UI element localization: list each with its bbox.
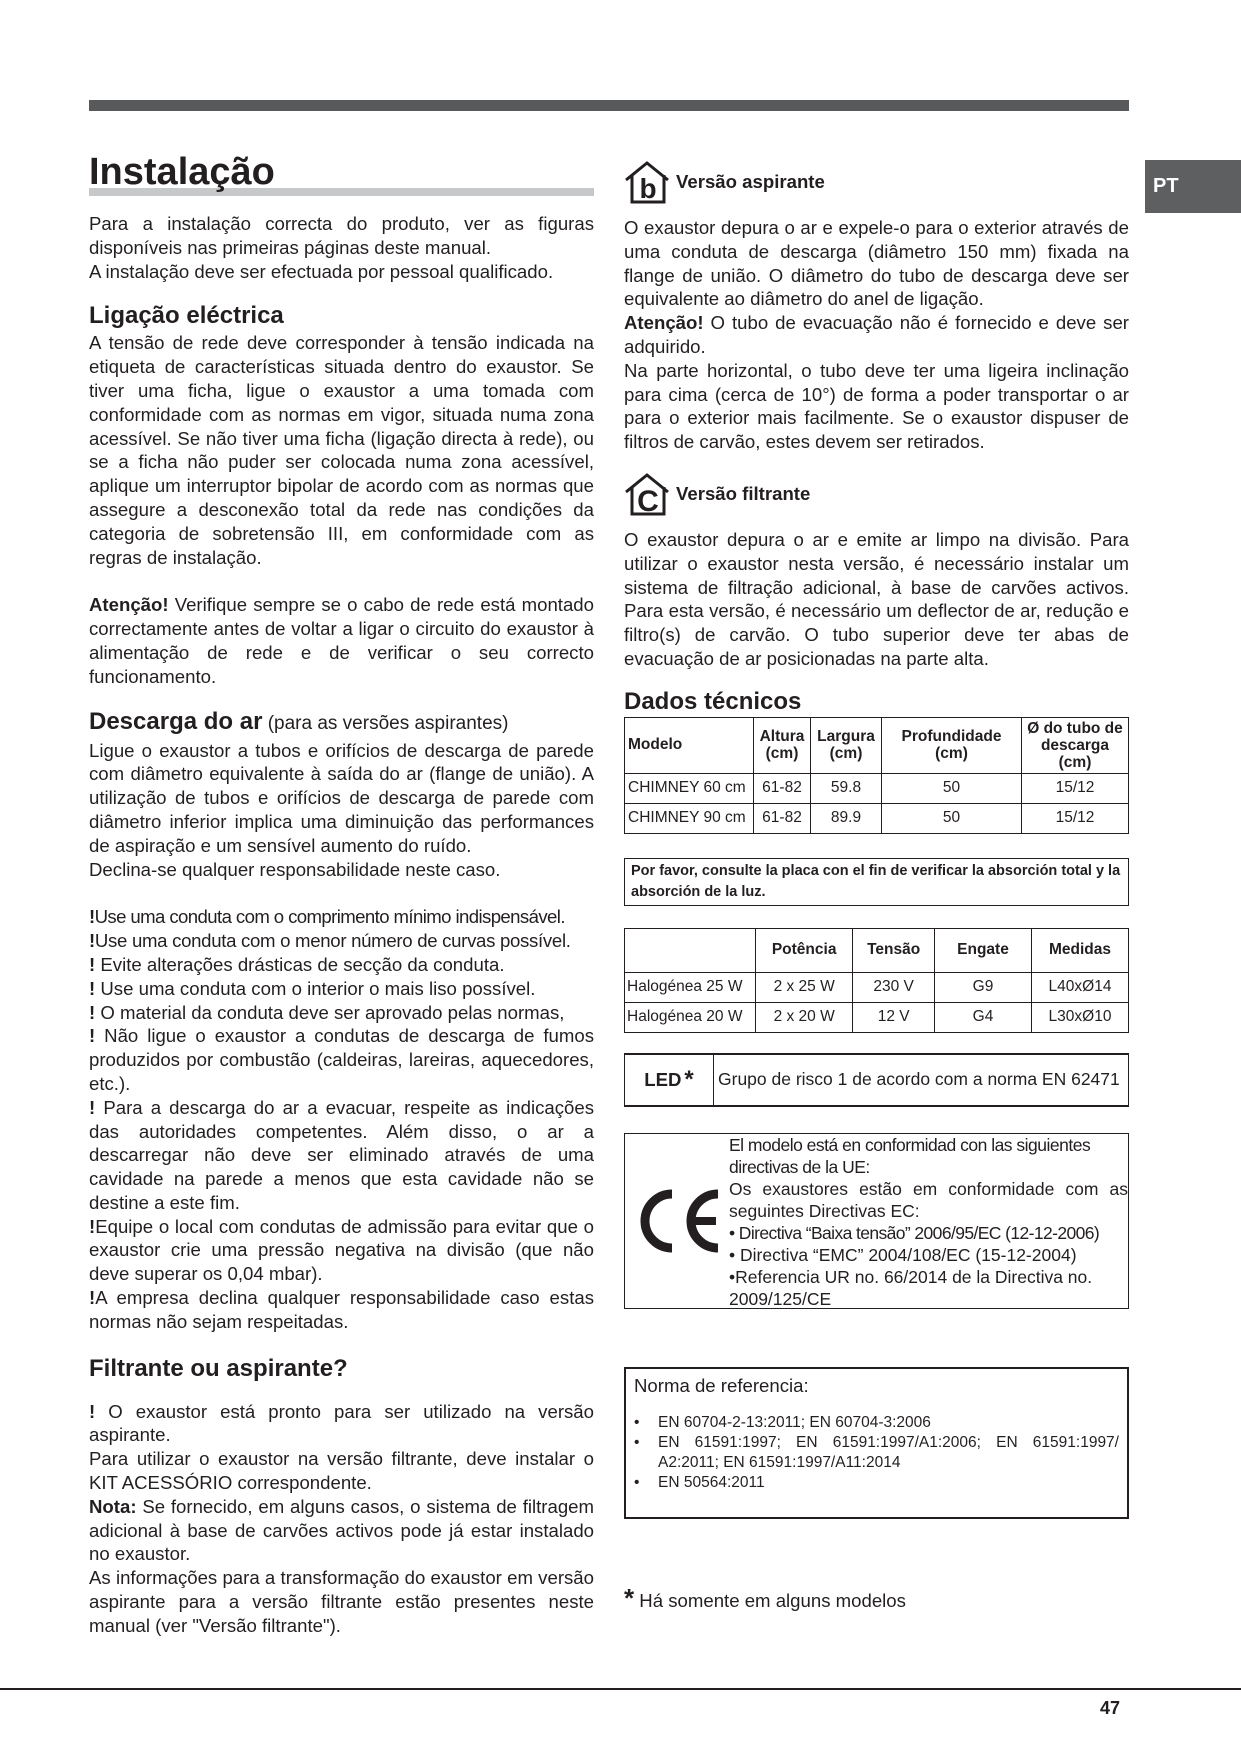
table-header: Ø do tubo de descarga (cm) [1022,717,1129,773]
exhaust-heading [89,707,594,739]
norm-item: • EN 60704-2-13:2011; EN 60704-3:2006 [634,1413,931,1431]
electrical-heading: Ligação eléctrica [89,302,284,330]
warning-item: ! Use uma conduta com o interior o mais liso possível. [89,977,536,999]
warning-item: ! O material da conduta deve ser aprovado pelas normas, [89,1001,565,1023]
norm-item: • EN 61591:1997; EN 61591:1997/A1:2006; EN 61591:1997/ A2:2011; EN 61591:1997/A11:2014 [634,1433,1119,1471]
led-label-cell [625,1055,714,1105]
page-title-text: Instalação [89,151,275,193]
led-text: Grupo de risco 1 de acordo com a norma EN 62471 [718,1068,1120,1089]
table-header: Modelo [625,717,754,773]
nota-label: Nota: [89,1495,137,1517]
footnote [624,1582,1129,1613]
led-star: * [684,1065,694,1093]
electrical-text: A tensão de rede deve corresponder à tensão indicada na etiqueta de características situada dentro do exaustor. Se tiver uma ficha, ligue o exaustor a uma tomada com conformidade com as normas em vigor, situada numa zona acessível. Se não tiver uma ficha (ligação directa à rede), ou se a ficha não puder ser colocada numa zona acessível, aplique um interruptor bipolar de acordo com as normas que assegure a desconexão total da rede nas condições da categoria de sobretensão III, em conformidade com as regras de instalação. [89,332,594,568]
attention-paragraph [89,593,594,688]
table-cell: 12 V [853,1002,935,1032]
warning-item: !Equipe o local com condutas de admissão para evitar que o exaustor crie uma pressão negativa na divisão (que não deve superar os 0,04 mbar). [89,1215,594,1285]
nota-text: Se fornecido, em alguns casos, o sistema de filtragem adicional à base de carvões activos pode já estar instalado no exaustor. [89,1495,594,1565]
aspirating-text-2: Na parte horizontal, o tubo deve ter uma ligeira inclinação para cima (cerca de 10°) de forma a poder transportar o ar para o exterior mais facilmente. Se o exaustor dispuser de filtros de carvão, estes devem ser retirados. [624,359,1129,453]
table-cell: Halogénea 20 W [625,1002,756,1032]
table-cell: L30xØ10 [1032,1002,1129,1032]
table-header: Profundidade (cm) [882,717,1022,773]
table-header: Largura (cm) [811,717,882,773]
aspirating-title: Versão aspirante [676,171,825,193]
table-cell: 89.9 [811,803,882,833]
absorption-note-box: Por favor, consulte la placa con el fin de verificar la absorción total y la absorción de la luz. [624,858,1129,906]
warning-item: ! Não ligue o exaustor a condutas de descarga de fumos produzidos por combustão (caldeiras, lareiras, aquecedores, etc.). [89,1025,594,1094]
page-number: 47 [1100,1698,1121,1718]
table-cell: 230 V [853,972,935,1002]
table-cell: 59.8 [811,773,882,803]
ce-box [624,1133,1129,1309]
intro-1: Para a instalação correcta do produto, ver as figuras disponíveis nas primeiras páginas deste manual. [89,213,594,258]
table-cell: 50 [882,803,1022,833]
table-cell: 2 x 20 W [756,1002,853,1032]
aspirating-heading [624,160,1129,204]
aspirating-attention: Atenção! O tubo de evacuação não é fornecido e deve ser adquirido. [624,312,1129,357]
filtering-heading [624,472,1129,516]
nota-paragraph [89,1495,594,1566]
left-column [89,150,594,1638]
warning-item: !A empresa declina qualquer responsabilidade caso estas normas não sejam respeitadas. [89,1287,594,1332]
filtering-text: O exaustor depura o ar e emite ar limpo na divisão. Para utilizar o exaustor nesta versão, é necessário instalar um sistema de filtração adicional, à base de carvões activos. Para esta versão, é necessário um deflector de ar, redução e filtro(s) de carvão. O tubo superior deve ter abas de evacuação de ar posicionadas na parte alta. [624,528,1129,669]
attention-label: Atenção! [89,594,169,616]
table-cell: G4 [935,1002,1032,1032]
table-cell: 50 [882,773,1022,803]
warning-item: !Use uma conduta com o comprimento mínimo indispensável. [89,906,565,928]
ce-line: •Referencia UR no. 66/2014 de la Directiva no. 2009/125/CE [729,1266,1093,1309]
ce-mark-icon [632,1186,722,1256]
table-header: Engate [935,928,1032,972]
norm-box [624,1367,1129,1519]
exhaust-text-2: Declina-se qualquer responsabilidade neste caso. [89,858,501,880]
filter-p1: ! O exaustor está pronto para ser utilizado na versão aspirante. [89,1400,594,1446]
table-row [625,972,1129,1002]
exhaust-text-1: Ligue o exaustor a tubos e orifícios de descarga de parede com diâmetro equivalente à saída do ar (flange de união). A utilização de tubos e orifícios de descarga de parede com diâmetro inferior implica uma diminuição das performances de aspiração e um sensível aumento do ruído. [89,739,594,856]
table-cell: 61-82 [754,803,811,833]
table-cell: 15/12 [1022,803,1129,833]
table-cell: 2 x 25 W [756,972,853,1002]
top-rule [89,100,1129,111]
page-title [89,150,594,194]
ce-line: • Directiva “Baixa tensão” 2006/95/EC (12-12-2006) [729,1222,1100,1243]
language-tab: PT [1145,160,1241,213]
aspirating-text-1: O exaustor depura o ar e expele-o para o exterior através de uma conduta de descarga (diâmetro 150 mm) fixada na flange de união. O diâmetro do tubo de descarga deve ser equivalente ao diâmetro do anel de ligação. [624,217,1129,310]
table-cell: L40xØ14 [1032,972,1129,1002]
led-box [624,1053,1129,1107]
table-cell: Halogénea 25 W [625,972,756,1002]
ce-line: • Directiva “EMC” 2004/108/EC (15-12-2004) [729,1244,1077,1265]
table-header-row [625,928,1129,972]
exhaust-subtitle: (para as versões aspirantes) [262,712,509,734]
table-header: Altura (cm) [754,717,811,773]
norm-title: Norma de referencia: [634,1374,809,1396]
filter-heading: Filtrante ou aspirante? [89,1354,348,1382]
ce-line: Os exaustores estão em conformidade com as seguintes Directivas EC: [729,1178,1128,1221]
table-row [625,773,1129,803]
table-cell: CHIMNEY 90 cm [625,803,754,833]
led-label: LED [644,1068,682,1090]
table-row [625,1002,1129,1032]
norm-item: • EN 50564:2011 [634,1473,765,1491]
table-cell: 15/12 [1022,773,1129,803]
table-header: Potência [756,928,853,972]
table-cell: G9 [935,972,1032,1002]
warning-item: !Use uma conduta com o menor número de curvas possível. [89,930,571,952]
right-column [624,160,1129,1613]
attention-text: Verifique sempre se o cabo de rede está montado correctamente antes de voltar a ligar o circuito do exaustor à alimentação de rede e de verificar o seu correcto funcionamento. [89,594,594,687]
tech-heading: Dados técnicos [624,687,802,715]
filter-p3: As informações para a transformação do exaustor em versão aspirante para a versão filtrante estão presentes neste manual (ver "Versão filtrante"). [89,1567,594,1636]
table-header: Medidas [1032,928,1129,972]
filter-p2: Para utilizar o exaustor na versão filtrante, deve instalar o KIT ACESSÓRIO correspondente. [89,1448,594,1494]
warning-item: ! Para a descarga do ar a evacuar, respeite as indicações das autoridades competentes. Além disso, o ar a descarregar não deve ser eliminado através de uma cavidade na parede a menos que esta cavidade não se destine a este fim. [89,1096,594,1213]
intro-2: A instalação deve ser efectuada por pessoal qualificado. [89,260,554,282]
filtering-title: Versão filtrante [676,483,811,505]
table-header [625,928,756,972]
exhaust-title: Descarga do ar [89,707,263,735]
aspirating-house-icon [624,160,670,204]
table-cell: 61-82 [754,773,811,803]
svg-text:C: C [637,484,659,516]
table-row [625,803,1129,833]
footnote-star: * [624,1582,635,1613]
tech-table [624,717,1129,834]
table-header: Tensão [853,928,935,972]
svg-text:b: b [639,173,657,204]
filtering-house-icon [624,472,670,516]
ce-text [729,1134,1128,1308]
footnote-text: Há somente em alguns modelos [634,1589,906,1611]
lamp-table [624,928,1129,1033]
warning-item: ! Evite alterações drásticas de secção da conduta. [89,953,505,975]
ce-logo-cell [625,1134,729,1308]
footer-rule [0,1688,1241,1690]
ce-line: El modelo está en conformidad con las siguientes directivas de la UE: [729,1134,1091,1177]
table-cell: CHIMNEY 60 cm [625,773,754,803]
table-header-row [625,717,1129,773]
